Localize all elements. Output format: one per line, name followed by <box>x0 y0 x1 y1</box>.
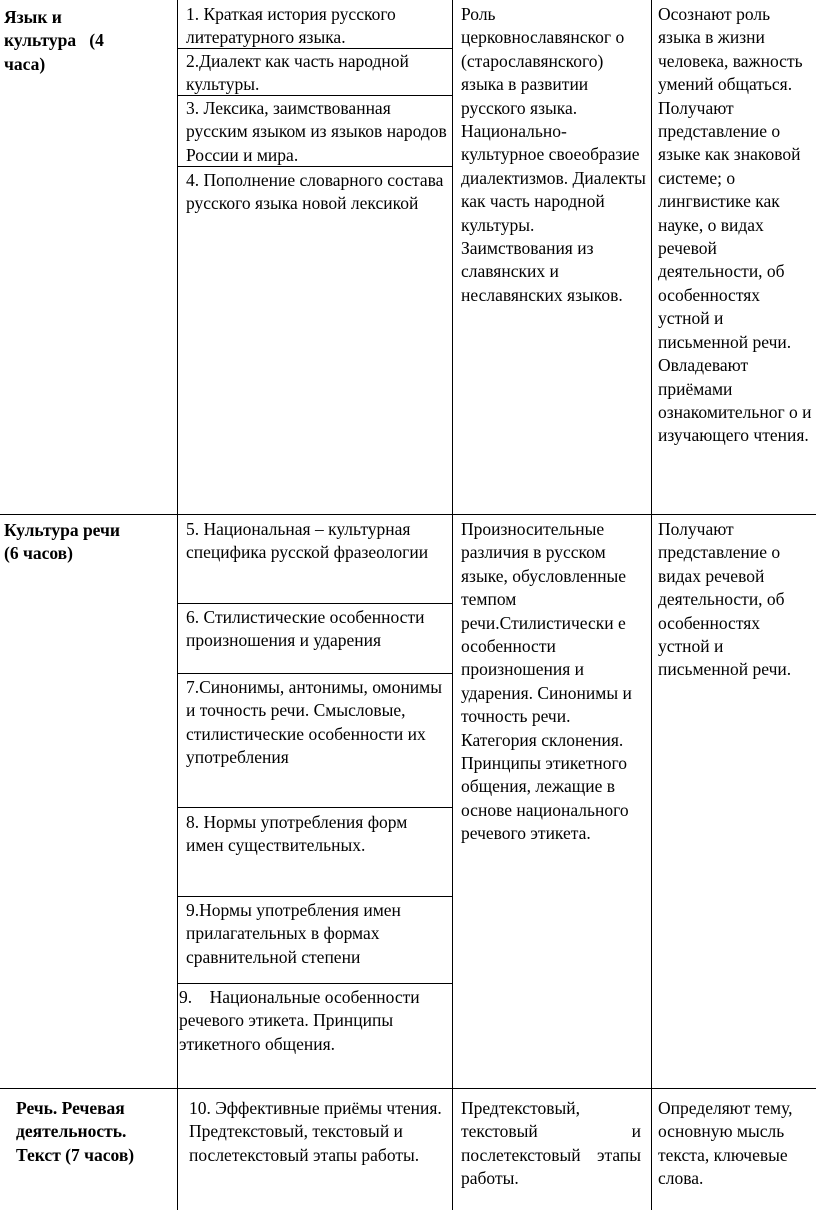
section-title: Культура речи (6 часов) <box>4 520 120 564</box>
content-description: Роль церковнославянског о (старославянского) языка в развитии русского языка. Национально-культурное своеобразие диалектизмов. Диалекты как часть народной культуры. Заимствования из славянских и неславянских языков. <box>461 4 646 305</box>
topic-item: 9. Национальные особенности речевого этикета. Принципы этикетного общения. <box>179 987 424 1054</box>
topic-item: 8. Нормы употребления форм имен существительных. <box>186 812 408 856</box>
content-description: Предтекстовый, текстовый и послетекстовый этапы работы. <box>461 1098 641 1189</box>
topic-item: 4. Пополнение словарного состава русского языка новой лексикой <box>186 170 444 214</box>
topic-divider <box>177 673 452 674</box>
topic-item: 6. Стилистические особенности произношения и ударения <box>186 607 425 651</box>
section-title: Язык и культура (4 часа) <box>4 7 104 74</box>
topic-item: 5. Национальная – культурная специфика русской фразеологии <box>186 519 429 563</box>
topic-item: 3. Лексика, заимствованная русским языком из языков народов России и мира. <box>186 98 447 165</box>
topic-item: 1. Краткая история русского литературного языка. <box>186 4 396 48</box>
section-title: Речь. Речевая деятельность. Текст (7 часов) <box>16 1098 135 1165</box>
topic-item: 10. Эффективные приёмы чтения. Предтекстовый, текстовый и послетекстовый этапы работы. <box>189 1098 442 1165</box>
topic-divider <box>177 896 452 897</box>
activity-description: Осознают роль языка в жизни человека, важность умений общаться. Получают представление о языке как знаковой системе; о лингвистике как науке, о видах речевой деятельности, об особенностях устной и письменной речи. Овладевают приёмами ознакомительног о и изучающего чтения. <box>658 4 812 446</box>
col-divider-2 <box>452 0 453 1210</box>
col-divider-3 <box>651 0 652 1210</box>
topic-divider <box>177 807 452 808</box>
activity-description: Получают представление о видах речевой деятельности, об особенностях устной и письменной речи. <box>658 519 792 680</box>
row-divider-2 <box>0 1088 816 1089</box>
row-divider-1 <box>0 514 816 515</box>
topic-item: 2.Диалект как часть народной культуры. <box>186 51 409 95</box>
content-description: Произносительные различия в русском языке, обусловленные темпом речи.Стилистически е особенности произношения и ударения. Синонимы и точность речи. Категория склонения. Принципы этикетного общения, лежащие в основе национального речевого этикета. <box>461 519 632 844</box>
topic-item: 7.Синонимы, антонимы, омонимы и точность речи. Смысловые, стилистические особенности их употребления <box>186 677 443 768</box>
topic-divider <box>177 603 452 604</box>
topic-item: 9.Нормы употребления имен прилагательных в формах сравнительной степени <box>186 900 401 967</box>
activity-description: Определяют тему, основную мысль текста, ключевые слова. <box>658 1098 793 1189</box>
col-divider-1 <box>177 0 178 1210</box>
topic-divider <box>177 983 452 984</box>
